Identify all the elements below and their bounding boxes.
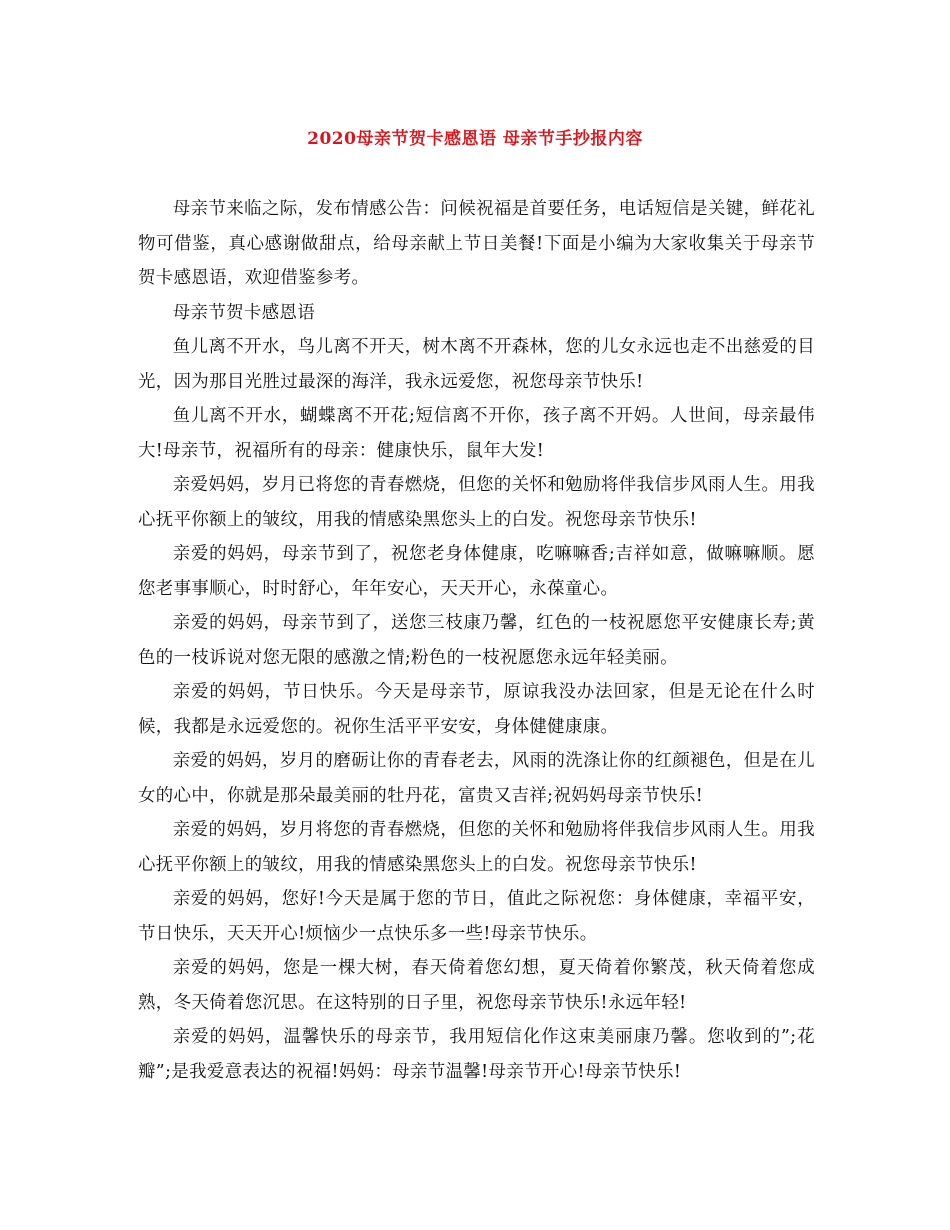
paragraph: 亲爱的妈妈，岁月的磨砺让你的青春老去，风雨的洗涤让你的红颜褪色，但是在儿女的心中，你就是那朵最美丽的牡丹花，富贵又吉祥;祝妈妈母亲节快乐! bbox=[138, 751, 815, 806]
paragraph: 亲爱的妈妈，母亲节到了，送您三枝康乃馨，红色的一枝祝愿您平安健康长寿;黄色的一枝诉说对您无限的感激之情;粉色的一枝祝愿您永远年轻美丽。 bbox=[138, 613, 815, 668]
document-body bbox=[138, 192, 815, 1089]
paragraph: 鱼儿离不开水，鸟儿离不开天，树木离不开森林，您的儿女永远也走不出慈爱的目光，因为那目光胜过最深的海洋，我永远爱您，祝您母亲节快乐! bbox=[138, 337, 815, 392]
paragraph: 亲爱的妈妈，岁月将您的青春燃烧，但您的关怀和勉励将伴我信步风雨人生。用我心抚平你额上的皱纹，用我的情感染黑您头上的白发。祝您母亲节快乐! bbox=[138, 820, 815, 875]
section-heading: 母亲节贺卡感恩语 bbox=[172, 302, 316, 323]
paragraph: 亲爱妈妈，岁月已将您的青春燃烧，但您的关怀和勉励将伴我信步风雨人生。用我心抚平你额上的皱纹，用我的情感染黑您头上的白发。祝您母亲节快乐! bbox=[138, 475, 815, 530]
paragraph-intro: 母亲节来临之际，发布情感公告：问候祝福是首要任务，电话短信是关键，鲜花礼物可借鉴，真心感谢做甜点，给母亲献上节日美餐!下面是小编为大家收集关于母亲节贺卡感恩语，欢迎借鉴参考。 bbox=[138, 199, 815, 288]
paragraph: 亲爱的妈妈，母亲节到了，祝您老身体健康，吃嘛嘛香;吉祥如意，做嘛嘛顺。愿您老事事顺心，时时舒心，年年安心，天天开心，永葆童心。 bbox=[138, 544, 815, 599]
paragraph: 亲爱的妈妈，您好!今天是属于您的节日，值此之际祝您：身体健康，幸福平安，节日快乐，天天开心!烦恼少一点快乐多一些!母亲节快乐。 bbox=[138, 889, 815, 944]
document-title: 2020母亲节贺卡感恩语 母亲节手抄报内容 bbox=[307, 129, 643, 149]
paragraph: 亲爱的妈妈，节日快乐。今天是母亲节，原谅我没办法回家，但是无论在什么时候，我都是永远爱您的。祝你生活平平安安，身体健健康康。 bbox=[138, 682, 815, 737]
paragraph: 亲爱的妈妈，您是一棵大树，春天倚着您幻想，夏天倚着你繁茂，秋天倚着您成熟，冬天倚着您沉思。在这特别的日子里，祝您母亲节快乐!永远年轻! bbox=[138, 958, 815, 1013]
paragraph: 鱼儿离不开水，蝴蝶离不开花;短信离不开你，孩子离不开妈。人世间，母亲最伟大!母亲节，祝福所有的母亲：健康快乐，鼠年大发! bbox=[138, 406, 815, 461]
paragraph: 亲爱的妈妈，温馨快乐的母亲节，我用短信化作这束美丽康乃馨。您收到的”;花瓣”;是我爱意表达的祝福!妈妈：母亲节温馨!母亲节开心!母亲节快乐! bbox=[138, 1027, 815, 1082]
